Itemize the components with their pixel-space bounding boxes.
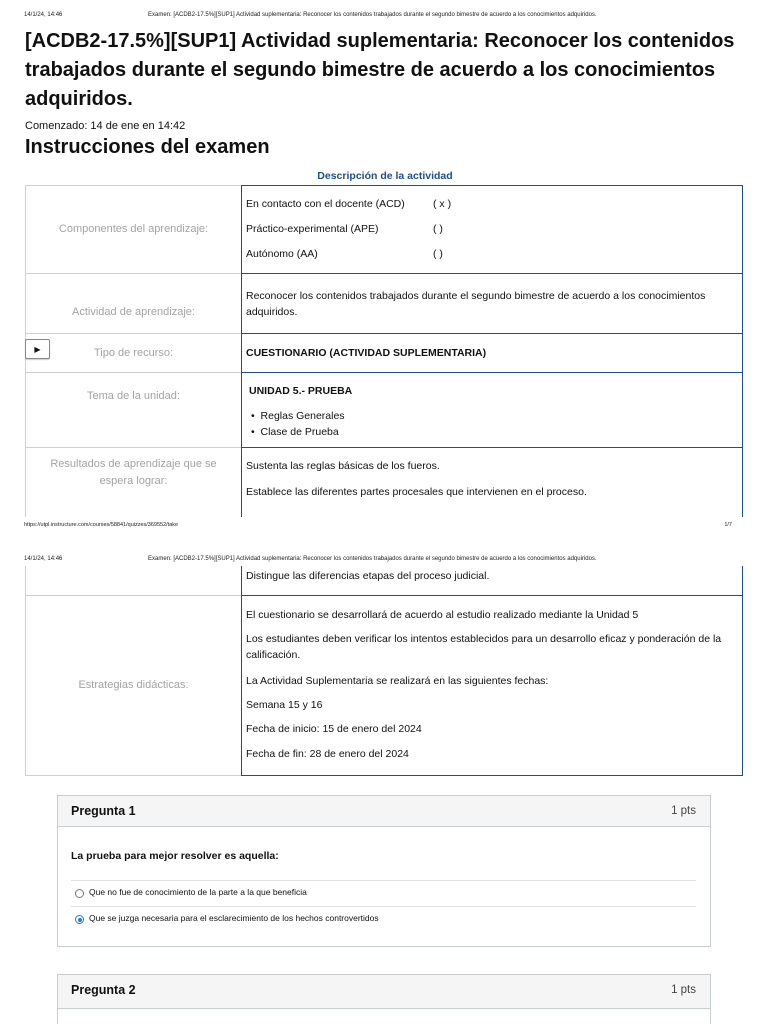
radio-button-selected[interactable] — [75, 915, 84, 924]
question-text: La prueba para mejor resolver es aquella: — [71, 850, 279, 862]
started-time: Comenzado: 14 de ene en 14:42 — [25, 120, 186, 132]
unit-label: Tema de la unidad: — [25, 372, 241, 448]
row-results-continued — [25, 566, 743, 596]
components-label: Componentes del aprendizaje: — [25, 185, 241, 274]
question-header — [58, 796, 710, 827]
activity-value: Reconocer los contenidos trabajados durante el segundo bimestre de acuerdo a los conocimientos adquiridos. — [241, 273, 743, 334]
question-number: Pregunta 1 — [71, 804, 136, 818]
answer-option[interactable] — [71, 880, 696, 906]
component-item: Práctico-experimental (APE) ( ) — [246, 223, 443, 235]
play-icon: ▶ — [34, 344, 41, 354]
component-item: Autónomo (AA) ( ) — [246, 248, 443, 260]
print-url: https://utpl.instructure.com/courses/58841/quizzes/369552/take — [24, 522, 179, 528]
question-points: 1 pts — [671, 805, 696, 817]
question-number: Pregunta 2 — [71, 983, 136, 997]
unit-bullet: • Reglas Generales — [251, 410, 345, 422]
print-title: Examen: [ACDB2-17.5%][SUP1] Actividad suplementaria: Reconocer los contenidos trabajados durante el segundo bimestre de acuerdo a los conocimientos adquiridos. — [148, 556, 597, 562]
component-item: En contacto con el docente (ACD) ( x ) — [246, 198, 452, 210]
resource-label: Tipo de recurso: — [25, 333, 241, 373]
strategies-label: Estrategias didácticas: — [25, 595, 241, 776]
instructions-heading: Instrucciones del examen — [25, 136, 270, 158]
question-card — [57, 974, 711, 1024]
print-date: 14/1/24, 14:46 — [24, 556, 63, 562]
unit-value — [241, 372, 743, 448]
row-components — [25, 185, 743, 274]
question-points: 1 pts — [671, 984, 696, 996]
row-activity — [25, 273, 743, 334]
table-caption: Descripción de la actividad — [317, 170, 453, 182]
quiz-title: [ACDB2-17.5%][SUP1] Actividad suplementaria: Reconocer los contenidos trabajados durante el segundo bimestre de acuerdo a los conocimientos adquiridos. — [25, 30, 735, 110]
answer-label: Que no fue de conocimiento de la parte a la que beneficia — [89, 887, 307, 897]
strategies-value: El cuestionario se desarrollará de acuerdo al estudio realizado mediante la Unidad 5 Los estudiantes deben verificar los intentos establecidos para un desarrollo eficaz y ponderación de la calificación. La Actividad Suplementaria se realizará en las siguientes fechas: Semana 15 y 16 Fecha de inicio: 15 de enero del 2024 Fecha de fin: 28 de enero del 2024 — [241, 595, 743, 776]
print-date: 14/1/24, 14:46 — [24, 12, 63, 18]
answer-label: Que se juzga necesaria para el esclarecimiento de los hechos controvertidos — [89, 913, 379, 923]
unit-bullet: • Clase de Prueba — [251, 426, 339, 438]
unit-heading: UNIDAD 5.- PRUEBA — [249, 385, 353, 397]
print-title: Examen: [ACDB2-17.5%][SUP1] Actividad suplementaria: Reconocer los contenidos trabajados durante el segundo bimestre de acuerdo a los conocimientos adquiridos. — [148, 12, 597, 18]
play-button[interactable] — [25, 339, 50, 359]
results-label: Resultados de aprendizaje que se espera lograr: — [25, 447, 241, 517]
row-strategies — [25, 595, 743, 776]
question-header — [58, 975, 710, 1009]
answer-option[interactable] — [71, 906, 696, 932]
print-page-number: 1/7 — [724, 522, 732, 528]
print-footer — [24, 522, 744, 528]
resource-value: CUESTIONARIO (ACTIVIDAD SUPLEMENTARIA) — [241, 333, 743, 373]
radio-button[interactable] — [75, 889, 84, 898]
row-resource — [25, 333, 743, 373]
results-value-continued: Distingue las diferencias etapas del proceso judicial. — [241, 566, 743, 596]
row-results — [25, 447, 743, 517]
components-value — [241, 185, 743, 274]
activity-label: Actividad de aprendizaje: — [25, 273, 241, 334]
row-unit — [25, 372, 743, 448]
question-card — [57, 795, 711, 947]
results-value: Sustenta las reglas básicas de los fueros. Establece las diferentes partes procesales que intervienen en el proceso. — [241, 447, 743, 517]
results-label-continued — [25, 566, 241, 596]
